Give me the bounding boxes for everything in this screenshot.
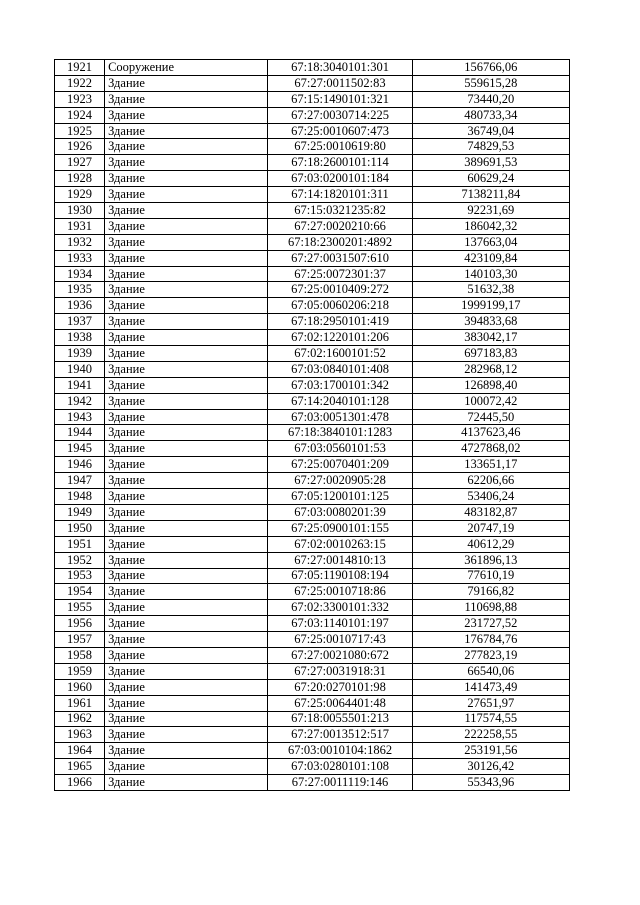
table-row: [55, 441, 570, 457]
cadastral-number-cell: 67:14:2040101:128: [268, 393, 412, 409]
table-row: [55, 250, 570, 266]
registry-table-body: [55, 60, 570, 791]
row-number-cell: 1942: [55, 393, 105, 409]
row-number-cell: 1946: [55, 457, 105, 473]
cadastral-number-cell: 67:27:0011119:146: [268, 775, 412, 791]
table-row: [55, 473, 570, 489]
cadastral-value-cell: 36749,04: [412, 123, 569, 139]
cadastral-number-cell: 67:25:0072301:37: [268, 266, 412, 282]
object-type-cell: Здание: [105, 91, 268, 107]
table-row: [55, 600, 570, 616]
object-type-cell: Здание: [105, 473, 268, 489]
table-row: [55, 679, 570, 695]
table-row: [55, 536, 570, 552]
cadastral-number-cell: 67:03:0560101:53: [268, 441, 412, 457]
cadastral-number-cell: 67:03:0840101:408: [268, 361, 412, 377]
object-type-cell: Здание: [105, 727, 268, 743]
object-type-cell: Здание: [105, 393, 268, 409]
cadastral-number-cell: 67:18:2950101:419: [268, 314, 412, 330]
cadastral-value-cell: 480733,34: [412, 107, 569, 123]
row-number-cell: 1952: [55, 552, 105, 568]
row-number-cell: 1929: [55, 187, 105, 203]
object-type-cell: Здание: [105, 552, 268, 568]
table-row: [55, 361, 570, 377]
cadastral-value-cell: 282968,12: [412, 361, 569, 377]
row-number-cell: 1936: [55, 298, 105, 314]
row-number-cell: 1937: [55, 314, 105, 330]
table-row: [55, 711, 570, 727]
cadastral-value-cell: 394833,68: [412, 314, 569, 330]
row-number-cell: 1953: [55, 568, 105, 584]
object-type-cell: Здание: [105, 663, 268, 679]
row-number-cell: 1951: [55, 536, 105, 552]
cadastral-number-cell: 67:25:0010717:43: [268, 632, 412, 648]
table-row: [55, 171, 570, 187]
table-row: [55, 489, 570, 505]
cadastral-value-cell: 697183,83: [412, 346, 569, 362]
cadastral-value-cell: 277823,19: [412, 647, 569, 663]
object-type-cell: Здание: [105, 743, 268, 759]
cadastral-number-cell: 67:27:0020210:66: [268, 218, 412, 234]
object-type-cell: Здание: [105, 171, 268, 187]
table-row: [55, 632, 570, 648]
row-number-cell: 1945: [55, 441, 105, 457]
cadastral-value-cell: 133651,17: [412, 457, 569, 473]
cadastral-value-cell: 40612,29: [412, 536, 569, 552]
row-number-cell: 1944: [55, 425, 105, 441]
cadastral-number-cell: 67:03:0051301:478: [268, 409, 412, 425]
row-number-cell: 1921: [55, 60, 105, 76]
row-number-cell: 1943: [55, 409, 105, 425]
table-row: [55, 91, 570, 107]
row-number-cell: 1928: [55, 171, 105, 187]
cadastral-number-cell: 67:27:0013512:517: [268, 727, 412, 743]
cadastral-number-cell: 67:02:1600101:52: [268, 346, 412, 362]
table-row: [55, 727, 570, 743]
cadastral-value-cell: 73440,20: [412, 91, 569, 107]
row-number-cell: 1959: [55, 663, 105, 679]
cadastral-number-cell: 67:02:1220101:206: [268, 330, 412, 346]
table-row: [55, 552, 570, 568]
cadastral-number-cell: 67:02:3300101:332: [268, 600, 412, 616]
cadastral-number-cell: 67:05:1190108:194: [268, 568, 412, 584]
cadastral-number-cell: 67:18:3040101:301: [268, 60, 412, 76]
row-number-cell: 1935: [55, 282, 105, 298]
cadastral-number-cell: 67:03:0280101:108: [268, 759, 412, 775]
row-number-cell: 1927: [55, 155, 105, 171]
cadastral-number-cell: 67:18:3840101:1283: [268, 425, 412, 441]
table-row: [55, 647, 570, 663]
cadastral-number-cell: 67:03:0010104:1862: [268, 743, 412, 759]
table-row: [55, 409, 570, 425]
object-type-cell: Здание: [105, 218, 268, 234]
row-number-cell: 1957: [55, 632, 105, 648]
object-type-cell: Здание: [105, 568, 268, 584]
cadastral-number-cell: 67:20:0270101:98: [268, 679, 412, 695]
row-number-cell: 1950: [55, 520, 105, 536]
cadastral-value-cell: 141473,49: [412, 679, 569, 695]
cadastral-value-cell: 117574,55: [412, 711, 569, 727]
cadastral-number-cell: 67:02:0010263:15: [268, 536, 412, 552]
cadastral-value-cell: 110698,88: [412, 600, 569, 616]
table-row: [55, 218, 570, 234]
cadastral-number-cell: 67:25:0064401:48: [268, 695, 412, 711]
table-row: [55, 425, 570, 441]
table-row: [55, 457, 570, 473]
row-number-cell: 1949: [55, 504, 105, 520]
cadastral-value-cell: 423109,84: [412, 250, 569, 266]
cadastral-number-cell: 67:27:0020905:28: [268, 473, 412, 489]
cadastral-number-cell: 67:25:0010619:80: [268, 139, 412, 155]
row-number-cell: 1958: [55, 647, 105, 663]
cadastral-value-cell: 126898,40: [412, 377, 569, 393]
table-row: [55, 266, 570, 282]
cadastral-value-cell: 483182,87: [412, 504, 569, 520]
object-type-cell: Здание: [105, 695, 268, 711]
row-number-cell: 1956: [55, 616, 105, 632]
cadastral-number-cell: 67:27:0030714:225: [268, 107, 412, 123]
object-type-cell: Здание: [105, 616, 268, 632]
table-row: [55, 282, 570, 298]
table-row: [55, 139, 570, 155]
object-type-cell: Здание: [105, 266, 268, 282]
table-row: [55, 123, 570, 139]
cadastral-value-cell: 361896,13: [412, 552, 569, 568]
table-row: [55, 155, 570, 171]
cadastral-value-cell: 62206,66: [412, 473, 569, 489]
row-number-cell: 1926: [55, 139, 105, 155]
cadastral-number-cell: 67:25:0900101:155: [268, 520, 412, 536]
cadastral-number-cell: 67:25:0070401:209: [268, 457, 412, 473]
table-row: [55, 743, 570, 759]
cadastral-value-cell: 253191,56: [412, 743, 569, 759]
cadastral-value-cell: 7138211,84: [412, 187, 569, 203]
cadastral-number-cell: 67:03:0080201:39: [268, 504, 412, 520]
cadastral-value-cell: 55343,96: [412, 775, 569, 791]
cadastral-value-cell: 79166,82: [412, 584, 569, 600]
row-number-cell: 1931: [55, 218, 105, 234]
table-row: [55, 330, 570, 346]
object-type-cell: Здание: [105, 107, 268, 123]
row-number-cell: 1940: [55, 361, 105, 377]
cadastral-value-cell: 51632,38: [412, 282, 569, 298]
object-type-cell: Здание: [105, 377, 268, 393]
object-type-cell: Здание: [105, 123, 268, 139]
cadastral-value-cell: 27651,97: [412, 695, 569, 711]
cadastral-value-cell: 53406,24: [412, 489, 569, 505]
object-type-cell: Здание: [105, 632, 268, 648]
cadastral-number-cell: 67:18:2300201:4892: [268, 234, 412, 250]
cadastral-value-cell: 186042,32: [412, 218, 569, 234]
row-number-cell: 1948: [55, 489, 105, 505]
object-type-cell: Здание: [105, 361, 268, 377]
table-row: [55, 759, 570, 775]
cadastral-value-cell: 176784,76: [412, 632, 569, 648]
object-type-cell: Здание: [105, 330, 268, 346]
cadastral-number-cell: 67:27:0031507:610: [268, 250, 412, 266]
cadastral-value-cell: 30126,42: [412, 759, 569, 775]
row-number-cell: 1963: [55, 727, 105, 743]
object-type-cell: Здание: [105, 520, 268, 536]
object-type-cell: Сооружение: [105, 60, 268, 76]
table-row: [55, 584, 570, 600]
object-type-cell: Здание: [105, 457, 268, 473]
property-registry-table: [54, 59, 570, 791]
table-row: [55, 568, 570, 584]
table-row: [55, 663, 570, 679]
object-type-cell: Здание: [105, 314, 268, 330]
cadastral-value-cell: 100072,42: [412, 393, 569, 409]
row-number-cell: 1947: [55, 473, 105, 489]
row-number-cell: 1933: [55, 250, 105, 266]
cadastral-number-cell: 67:27:0014810:13: [268, 552, 412, 568]
row-number-cell: 1966: [55, 775, 105, 791]
cadastral-value-cell: 60629,24: [412, 171, 569, 187]
object-type-cell: Здание: [105, 504, 268, 520]
table-row: [55, 314, 570, 330]
cadastral-number-cell: 67:05:0060206:218: [268, 298, 412, 314]
row-number-cell: 1962: [55, 711, 105, 727]
row-number-cell: 1955: [55, 600, 105, 616]
row-number-cell: 1922: [55, 75, 105, 91]
object-type-cell: Здание: [105, 679, 268, 695]
object-type-cell: Здание: [105, 187, 268, 203]
cadastral-value-cell: 231727,52: [412, 616, 569, 632]
object-type-cell: Здание: [105, 234, 268, 250]
cadastral-number-cell: 67:05:1200101:125: [268, 489, 412, 505]
table-row: [55, 60, 570, 76]
cadastral-number-cell: 67:27:0021080:672: [268, 647, 412, 663]
table-row: [55, 775, 570, 791]
object-type-cell: Здание: [105, 250, 268, 266]
table-row: [55, 504, 570, 520]
object-type-cell: Здание: [105, 282, 268, 298]
object-type-cell: Здание: [105, 409, 268, 425]
cadastral-number-cell: 67:03:1140101:197: [268, 616, 412, 632]
table-row: [55, 75, 570, 91]
object-type-cell: Здание: [105, 775, 268, 791]
cadastral-number-cell: 67:25:0010607:473: [268, 123, 412, 139]
cadastral-value-cell: 72445,50: [412, 409, 569, 425]
table-row: [55, 187, 570, 203]
row-number-cell: 1932: [55, 234, 105, 250]
object-type-cell: Здание: [105, 441, 268, 457]
object-type-cell: Здание: [105, 139, 268, 155]
table-row: [55, 393, 570, 409]
object-type-cell: Здание: [105, 647, 268, 663]
cadastral-value-cell: 222258,55: [412, 727, 569, 743]
cadastral-value-cell: 92231,69: [412, 203, 569, 219]
object-type-cell: Здание: [105, 425, 268, 441]
row-number-cell: 1934: [55, 266, 105, 282]
object-type-cell: Здание: [105, 584, 268, 600]
cadastral-number-cell: 67:15:1490101:321: [268, 91, 412, 107]
object-type-cell: Здание: [105, 298, 268, 314]
cadastral-value-cell: 77610,19: [412, 568, 569, 584]
row-number-cell: 1960: [55, 679, 105, 695]
table-row: [55, 520, 570, 536]
table-row: [55, 346, 570, 362]
cadastral-value-cell: 383042,17: [412, 330, 569, 346]
row-number-cell: 1930: [55, 203, 105, 219]
row-number-cell: 1923: [55, 91, 105, 107]
object-type-cell: Здание: [105, 711, 268, 727]
row-number-cell: 1925: [55, 123, 105, 139]
table-row: [55, 203, 570, 219]
cadastral-value-cell: 1999199,17: [412, 298, 569, 314]
cadastral-value-cell: 20747,19: [412, 520, 569, 536]
cadastral-value-cell: 389691,53: [412, 155, 569, 171]
cadastral-number-cell: 67:15:0321235:82: [268, 203, 412, 219]
cadastral-value-cell: 74829,53: [412, 139, 569, 155]
table-row: [55, 616, 570, 632]
cadastral-number-cell: 67:27:0031918:31: [268, 663, 412, 679]
object-type-cell: Здание: [105, 489, 268, 505]
row-number-cell: 1941: [55, 377, 105, 393]
object-type-cell: Здание: [105, 759, 268, 775]
table-row: [55, 298, 570, 314]
cadastral-value-cell: 140103,30: [412, 266, 569, 282]
cadastral-value-cell: 4137623,46: [412, 425, 569, 441]
object-type-cell: Здание: [105, 346, 268, 362]
row-number-cell: 1954: [55, 584, 105, 600]
cadastral-value-cell: 137663,04: [412, 234, 569, 250]
cadastral-number-cell: 67:25:0010409:272: [268, 282, 412, 298]
cadastral-value-cell: 559615,28: [412, 75, 569, 91]
table-row: [55, 234, 570, 250]
cadastral-number-cell: 67:03:0200101:184: [268, 171, 412, 187]
row-number-cell: 1938: [55, 330, 105, 346]
table-row: [55, 377, 570, 393]
row-number-cell: 1965: [55, 759, 105, 775]
cadastral-value-cell: 4727868,02: [412, 441, 569, 457]
object-type-cell: Здание: [105, 203, 268, 219]
cadastral-value-cell: 66540,06: [412, 663, 569, 679]
row-number-cell: 1924: [55, 107, 105, 123]
row-number-cell: 1939: [55, 346, 105, 362]
object-type-cell: Здание: [105, 155, 268, 171]
cadastral-number-cell: 67:27:0011502:83: [268, 75, 412, 91]
object-type-cell: Здание: [105, 536, 268, 552]
object-type-cell: Здание: [105, 75, 268, 91]
cadastral-number-cell: 67:14:1820101:311: [268, 187, 412, 203]
table-row: [55, 107, 570, 123]
cadastral-number-cell: 67:18:0055501:213: [268, 711, 412, 727]
table-row: [55, 695, 570, 711]
cadastral-number-cell: 67:03:1700101:342: [268, 377, 412, 393]
row-number-cell: 1961: [55, 695, 105, 711]
object-type-cell: Здание: [105, 600, 268, 616]
cadastral-number-cell: 67:25:0010718:86: [268, 584, 412, 600]
cadastral-number-cell: 67:18:2600101:114: [268, 155, 412, 171]
cadastral-value-cell: 156766,06: [412, 60, 569, 76]
row-number-cell: 1964: [55, 743, 105, 759]
